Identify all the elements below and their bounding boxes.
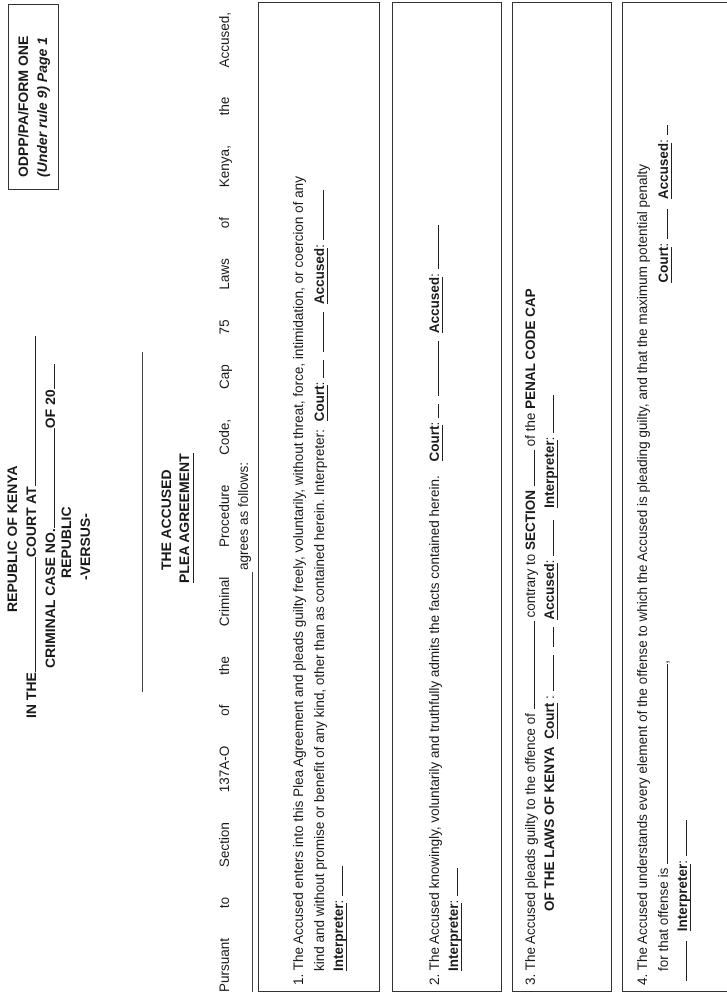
interpreter-initials-4[interactable] — [671, 820, 687, 856]
clause-4-line1: 4. The Accused understands every element of the offense to which the Accused is pleading guilty, and that the maximum potential penalty — [635, 163, 650, 985]
clause-2-line2: Interpreter: — [442, 868, 463, 971]
accused-name-blank[interactable] — [252, 572, 253, 992]
accused-label-1: Accused — [312, 247, 327, 305]
clause-4-line3: Interpreter: — [671, 820, 692, 985]
court-label-2: Court — [427, 425, 442, 462]
interpreter-initials-3[interactable] — [538, 395, 554, 433]
court-name-blank[interactable] — [20, 557, 36, 672]
clause-1-line3: Interpreter: — [327, 866, 348, 971]
interpreter-initials-2[interactable] — [442, 868, 458, 896]
clause-2-text: 2. The Accused knowingly, voluntarily and truthfully admits the facts contained herein. — [427, 475, 442, 985]
case-year-blank[interactable] — [39, 364, 55, 389]
clause-3-text-b: contrary to — [523, 553, 538, 618]
interpreter-label-1: Interpreter — [331, 903, 346, 971]
section-label: SECTION — [523, 489, 538, 550]
laws-of-kenya-label: OF THE LAWS OF KENYA — [542, 746, 557, 911]
clause-2-box — [392, 2, 502, 992]
court-location-blank[interactable] — [20, 336, 36, 486]
clause-1-line2: kind and without promise or benefit of any kind, other than as contained herein. Interpreter: Court: Accused: — [308, 190, 329, 971]
blank-1[interactable] — [308, 312, 324, 352]
blank-3[interactable] — [538, 627, 554, 647]
accused-label-2: Accused — [427, 276, 442, 334]
clause-3-line2: OF THE LAWS OF KENYA Court : Accused: Interpreter: — [538, 395, 559, 911]
accused-initials-1[interactable] — [308, 190, 324, 240]
interpreter-initials-1[interactable] — [327, 866, 343, 896]
penal-code-label: PENAL CODE CAP — [523, 288, 538, 409]
accused-label-4: Accused — [656, 142, 671, 200]
plea-agreement-heading: PLEA AGREEMENT — [176, 453, 192, 583]
versus-label: -VERSUS- — [77, 513, 93, 580]
blank-4[interactable] — [671, 941, 687, 981]
in-the-label: IN THE — [23, 672, 39, 718]
clause-1-text: kind and without promise or benefit of any kind, other than as contained herein. Interpreter: — [312, 429, 327, 971]
case-number-blank[interactable] — [39, 428, 55, 528]
blank-2[interactable] — [423, 341, 439, 396]
accused-initials-3[interactable] — [538, 520, 554, 556]
court-initials-2[interactable] — [423, 404, 439, 418]
preamble-line1: Pursuant to Section 137A-O of the Criminal Procedure Code, Cap 75 Laws of Kenya, the Accused, — [217, 12, 232, 992]
in-the-line — [20, 336, 41, 718]
interpreter-label-2: Interpreter — [446, 903, 461, 971]
clause-3-box — [512, 2, 612, 992]
clause-3-text-a: 3. The Accused pleads guilty to the offence of — [523, 713, 538, 985]
of-20-label: OF 20 — [42, 389, 58, 429]
clause-4-text: for that offense is — [656, 867, 671, 971]
clause-4-line2: for that offense is , Court: Accused: — [652, 125, 673, 971]
accused-heading: THE ACCUSED — [158, 469, 174, 570]
court-label-4: Court — [656, 246, 671, 283]
section-blank[interactable] — [519, 450, 535, 486]
offence-blank[interactable] — [519, 621, 535, 709]
accused-label-3: Accused — [542, 563, 557, 620]
accused-name-line[interactable] — [142, 352, 143, 692]
clause-3-line1 — [519, 288, 540, 985]
form-id-box — [8, 4, 59, 190]
clause-2-line1: 2. The Accused knowingly, voluntarily and truthfully admits the facts contained herein. Court: Accused: — [423, 225, 444, 985]
interpreter-label-4: Interpreter — [675, 863, 690, 932]
accused-initials-4[interactable] — [652, 125, 668, 135]
court-label-3: Court — [542, 702, 557, 739]
criminal-case-label: CRIMINAL CASE NO. — [42, 528, 58, 668]
clause-3-text-c: of the — [523, 412, 538, 447]
clause-1-box — [258, 2, 380, 992]
preamble-line2: agrees as follows: — [236, 461, 251, 570]
republic-party: REPUBLIC — [58, 506, 74, 578]
clause-1-line1: 1. The Accused enters into this Plea Agreement and pleads guilty freely, voluntarily, without threat, force, intimidation, or coercion of any — [291, 176, 306, 985]
court-at-label: COURT AT — [23, 486, 39, 558]
court-initials-1[interactable] — [308, 360, 324, 378]
form-rule: (Under rule 9) Page 1 — [34, 36, 50, 177]
interpreter-label-3: Interpreter — [542, 440, 557, 508]
form-id: ODPP/PA/FORM ONE — [15, 35, 31, 177]
clause-4-box — [622, 2, 727, 992]
court-initials-4[interactable] — [652, 209, 668, 239]
court-initials-3[interactable] — [538, 655, 554, 691]
penalty-blank[interactable] — [652, 664, 668, 864]
court-label-1: Court — [312, 385, 327, 422]
republic-heading: REPUBLIC OF KENYA — [4, 465, 20, 612]
accused-initials-2[interactable] — [423, 225, 439, 269]
